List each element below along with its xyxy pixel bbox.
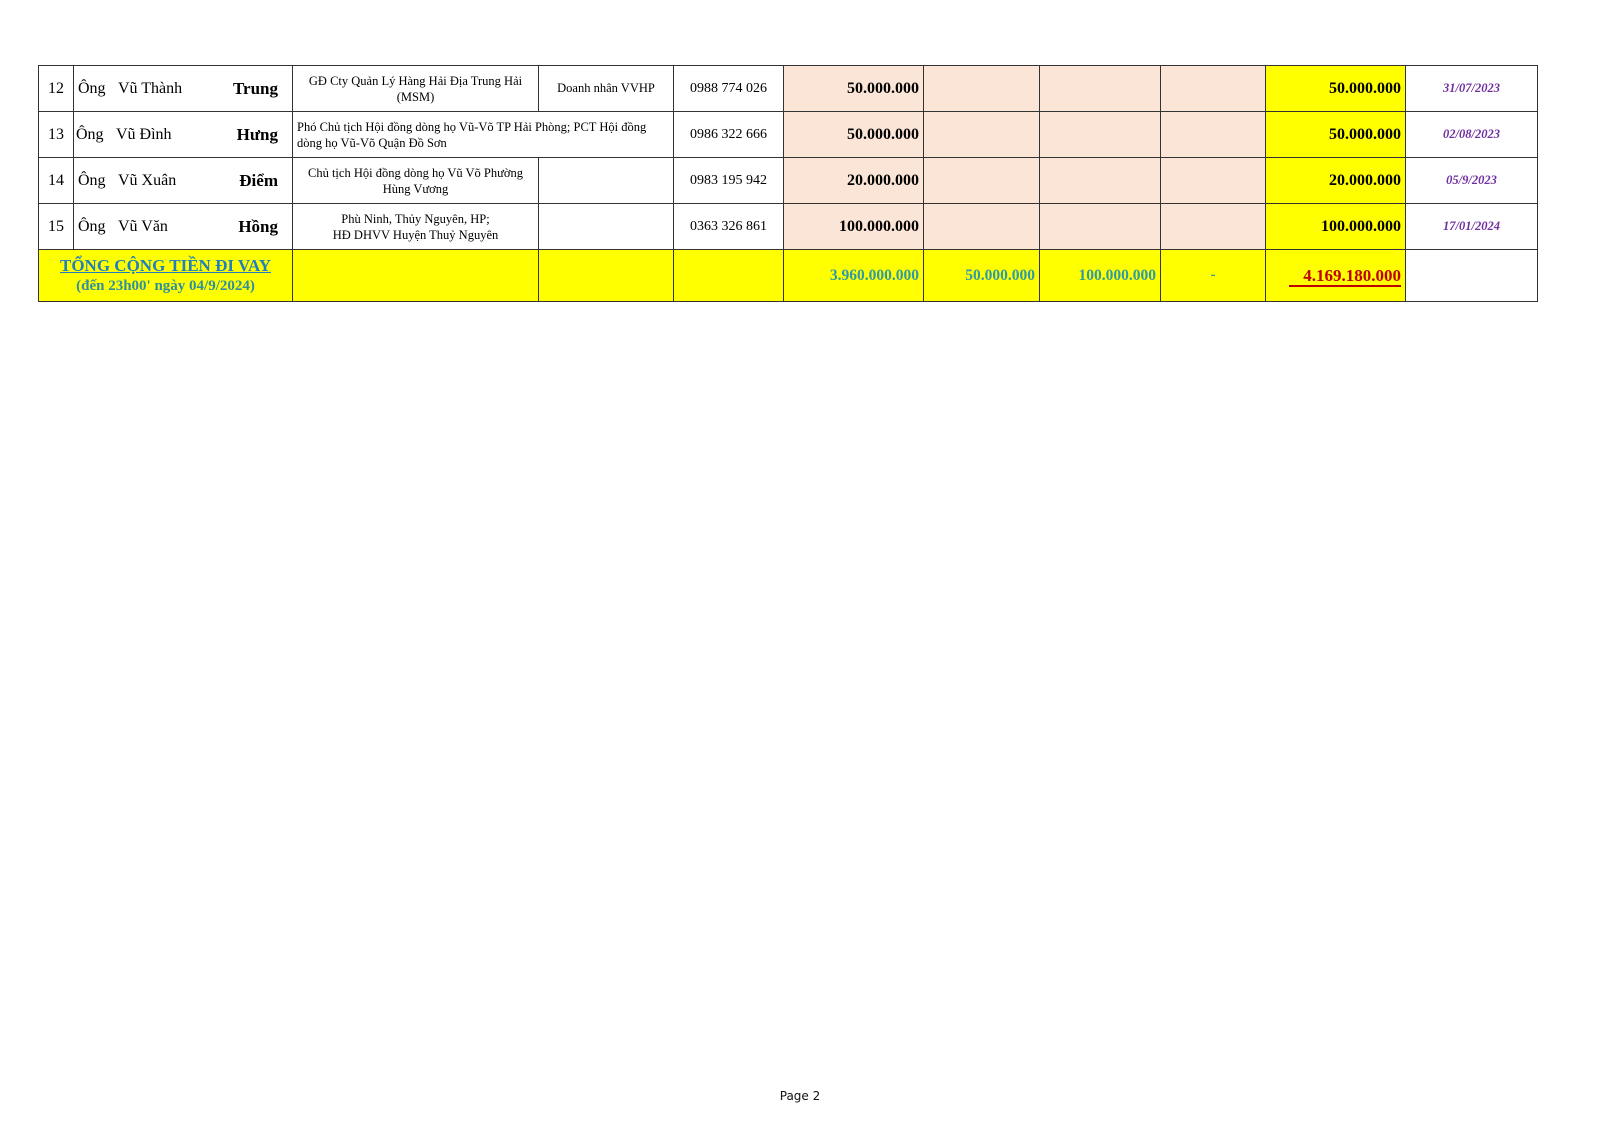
row-number: 14 (39, 158, 74, 204)
position-cell: Chủ tịch Hội đồng dòng họ Vũ Võ Phường Hùng Vương (293, 158, 539, 204)
date-cell: 05/9/2023 (1406, 158, 1538, 204)
given-name: Vũ Xuân (118, 171, 177, 189)
amount-col4-cell (1161, 204, 1266, 250)
honorific: Ông (78, 79, 106, 97)
amount-col3-cell (1040, 204, 1161, 250)
totals-label-cell (39, 250, 293, 302)
grand-total-cell (1266, 250, 1406, 302)
totals-title: TỔNG CỘNG TIỀN ĐI VAY (60, 255, 271, 275)
totals-empty-cell (539, 250, 674, 302)
person-name-cell (74, 112, 293, 158)
given-name: Vũ Văn (118, 217, 168, 235)
amount-cell: 100.000.000 (784, 204, 924, 250)
honorific: Ông (78, 217, 106, 235)
amount-col2-cell (924, 158, 1040, 204)
amount-col2-cell (924, 66, 1040, 112)
row-total-cell: 100.000.000 (1266, 204, 1406, 250)
totals-subtitle: (đến 23h00' ngày 04/9/2024) (76, 277, 255, 294)
last-name: Điểm (239, 170, 278, 190)
honorific: Ông (76, 125, 104, 143)
row-number: 15 (39, 204, 74, 250)
table-row (39, 158, 1538, 204)
amount-col2-cell (924, 204, 1040, 250)
row-total-cell: 50.000.000 (1266, 66, 1406, 112)
phone-cell: 0986 322 666 (674, 112, 784, 158)
last-name: Hồng (238, 216, 278, 236)
table-row (39, 112, 1538, 158)
given-name: Vũ Thành (118, 79, 183, 97)
amount-cell: 50.000.000 (784, 112, 924, 158)
row-number: 13 (39, 112, 74, 158)
amount-col2-cell (924, 112, 1040, 158)
person-name-cell (74, 158, 293, 204)
position-cell: Phó Chủ tịch Hội đồng dòng họ Vũ-Võ TP Hải Phòng; PCT Hội đồng dòng họ Vũ-Võ Quận Đồ Sơn (293, 112, 674, 158)
last-name: Trung (232, 78, 278, 98)
date-cell: 02/08/2023 (1406, 112, 1538, 158)
phone-cell: 0983 195 942 (674, 158, 784, 204)
person-name-cell (74, 66, 293, 112)
note-cell (539, 158, 674, 204)
amount-cell: 20.000.000 (784, 158, 924, 204)
honorific: Ông (78, 171, 106, 189)
row-total-cell: 50.000.000 (1266, 112, 1406, 158)
row-number: 12 (39, 66, 74, 112)
amount-col3-cell (1040, 158, 1161, 204)
totals-col4: - (1161, 250, 1266, 302)
loan-table (38, 65, 1538, 302)
last-name: Hưng (236, 124, 278, 144)
amount-col4-cell (1161, 66, 1266, 112)
totals-amount: 3.960.000.000 (784, 250, 924, 302)
person-name-cell (74, 204, 293, 250)
page-number: Page 2 (779, 1089, 821, 1103)
amount-cell: 50.000.000 (784, 66, 924, 112)
note-cell (539, 204, 674, 250)
given-name: Vũ Đình (116, 125, 172, 143)
date-cell: 17/01/2024 (1406, 204, 1538, 250)
position-cell: Phù Ninh, Thủy Nguyên, HP; HĐ DHVV Huyện Thuỷ Nguyên (293, 204, 539, 250)
totals-empty-cell (674, 250, 784, 302)
totals-row (39, 250, 1538, 302)
amount-col3-cell (1040, 66, 1161, 112)
phone-cell: 0363 326 861 (674, 204, 784, 250)
position-cell: GĐ Cty Quản Lý Hàng Hải Địa Trung Hải (MSM) (293, 66, 539, 112)
amount-col4-cell (1161, 112, 1266, 158)
row-total-cell: 20.000.000 (1266, 158, 1406, 204)
date-cell: 31/07/2023 (1406, 66, 1538, 112)
amount-col3-cell (1040, 112, 1161, 158)
totals-col3: 100.000.000 (1040, 250, 1161, 302)
totals-empty-cell (293, 250, 539, 302)
totals-empty-cell (1406, 250, 1538, 302)
table-row (39, 66, 1538, 112)
table-row (39, 204, 1538, 250)
phone-cell: 0988 774 026 (674, 66, 784, 112)
note-cell: Doanh nhân VVHP (539, 66, 674, 112)
totals-col2: 50.000.000 (924, 250, 1040, 302)
grand-total: 4.169.180.000 (1289, 266, 1401, 287)
amount-col4-cell (1161, 158, 1266, 204)
